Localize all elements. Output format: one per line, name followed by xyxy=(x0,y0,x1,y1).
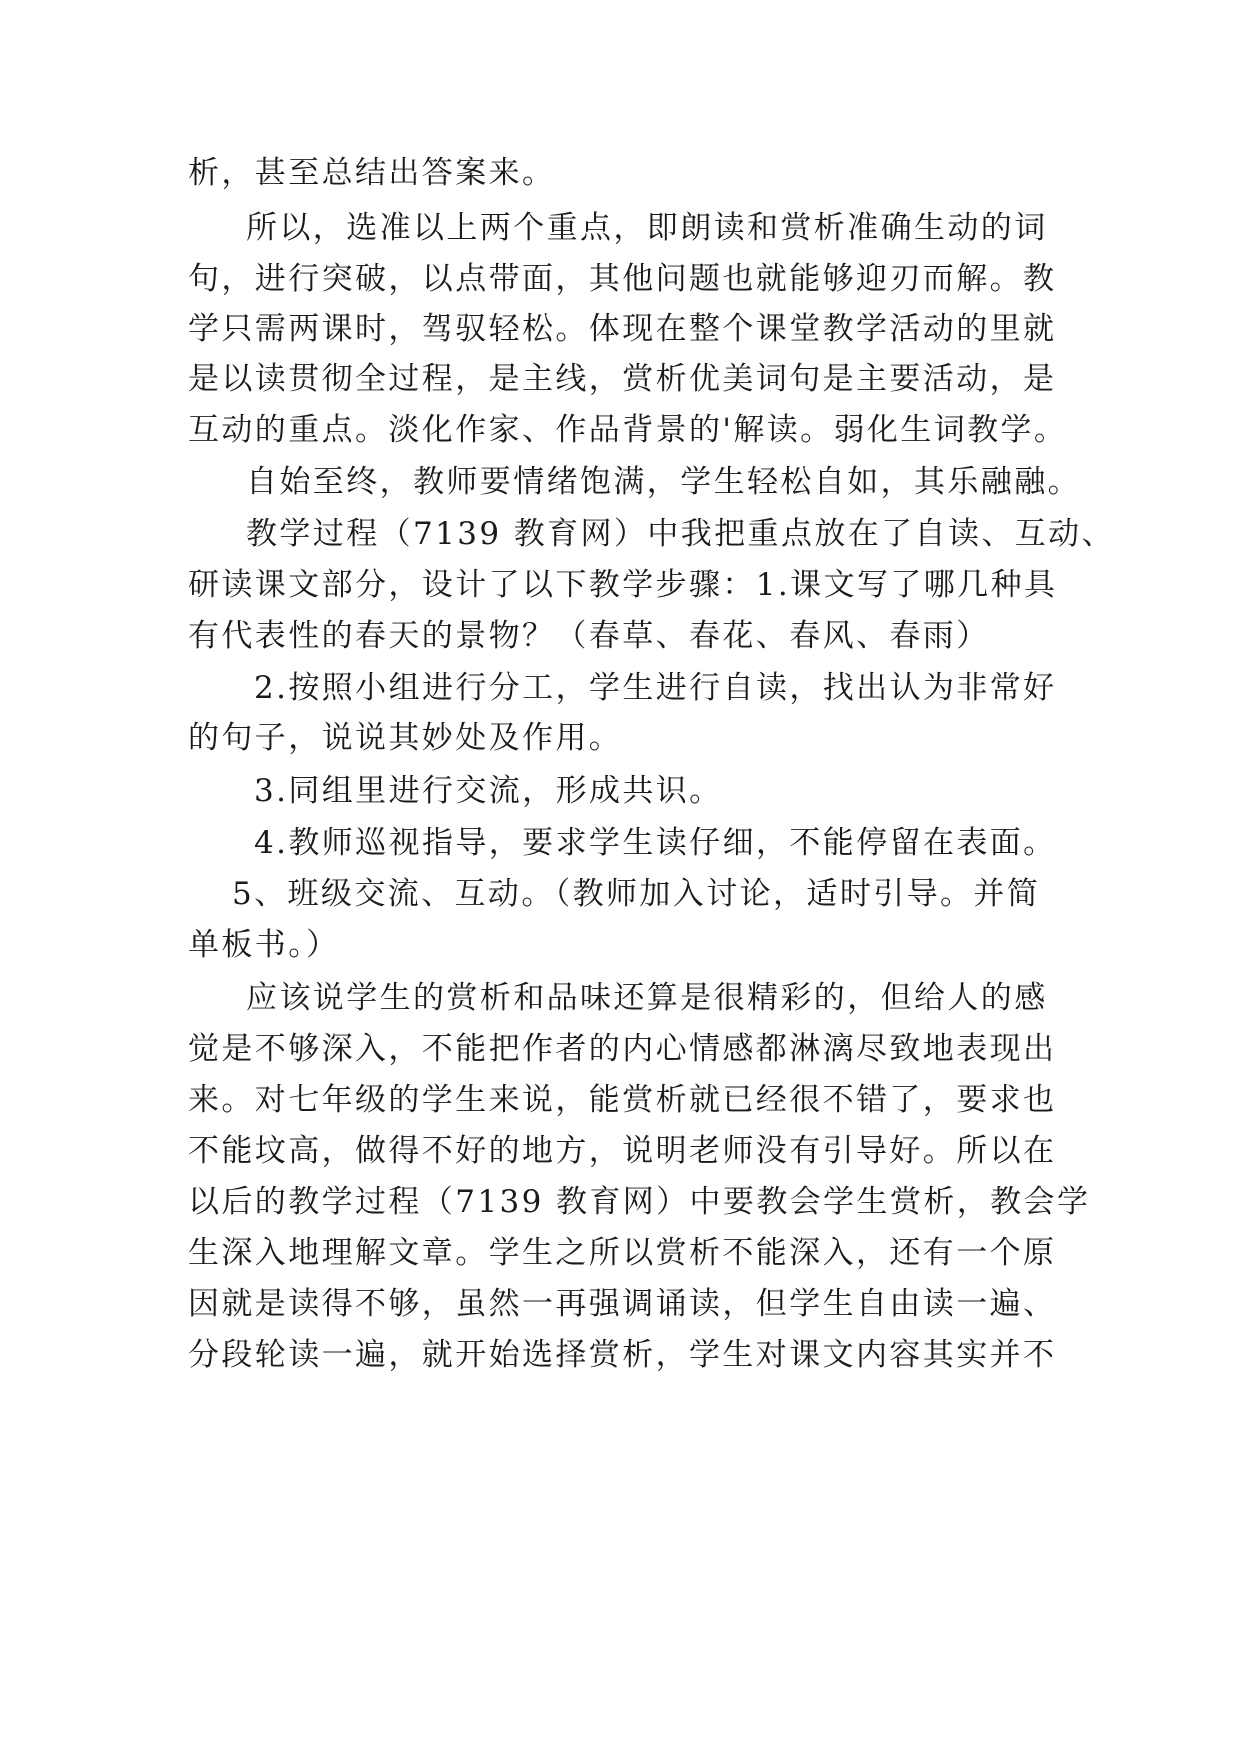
text-line: 自始至终，教师要情绪饱满，学生轻松自如，其乐融融。 xyxy=(246,464,1081,500)
text-line: 分段轮读一遍，就开始选择赏析，学生对课文内容其实并不 xyxy=(188,1337,1057,1373)
text-line: 句，进行突破，以点带面，其他问题也就能够迎刃而解。教 xyxy=(188,261,1057,297)
text-line: 有代表性的春天的景物？（春草、春花、春风、春雨） xyxy=(188,618,990,654)
text-line: 单板书。） xyxy=(188,927,340,963)
text-line: 不能坟高，做得不好的地方，说明老师没有引导好。所以在 xyxy=(188,1133,1057,1169)
text-line: 学只需两课时，驾驭轻松。体现在整个课堂教学活动的里就 xyxy=(188,311,1057,347)
text-line: 应该说学生的赏析和品味还算是很精彩的，但给人的感 xyxy=(246,980,1048,1016)
text-line: 互动的重点。淡化作家、作品背景的'解读。弱化生词教学。 xyxy=(188,412,1068,448)
text-line: 研读课文部分，设计了以下教学步骤：1.课文写了哪几种具 xyxy=(188,567,1058,603)
text-line: 析，甚至总结出答案来。 xyxy=(188,155,556,191)
text-line: 3.同组里进行交流，形成共识。 xyxy=(254,773,723,809)
text-line: 所以，选准以上两个重点，即朗读和赏析准确生动的词 xyxy=(246,210,1048,246)
text-line: 来。对七年级的学生来说，能赏析就已经很不错了，要求也 xyxy=(188,1082,1057,1118)
text-line: 的句子，说说其妙处及作用。 xyxy=(188,720,623,756)
text-line: 生深入地理解文章。学生之所以赏析不能深入，还有一个原 xyxy=(188,1235,1057,1271)
text-line: 4.教师巡视指导，要求学生读仔细，不能停留在表面。 xyxy=(254,825,1057,861)
text-line: 以后的教学过程（7139 教育网）中要教会学生赏析，教会学 xyxy=(188,1184,1091,1220)
text-line: 5、班级交流、互动。（教师加入讨论，适时引导。并简 xyxy=(232,876,1041,912)
text-line: 2.按照小组进行分工，学生进行自读，找出认为非常好 xyxy=(254,670,1057,706)
text-line: 是以读贯彻全过程，是主线，赏析优美词句是主要活动，是 xyxy=(188,361,1057,397)
text-line: 因就是读得不够，虽然一再强调诵读，但学生自由读一遍、 xyxy=(188,1286,1057,1322)
text-line: 教学过程（7139 教育网）中我把重点放在了自读、互动、 xyxy=(246,516,1115,552)
text-line: 觉是不够深入，不能把作者的内心情感都淋漓尽致地表现出 xyxy=(188,1031,1057,1067)
